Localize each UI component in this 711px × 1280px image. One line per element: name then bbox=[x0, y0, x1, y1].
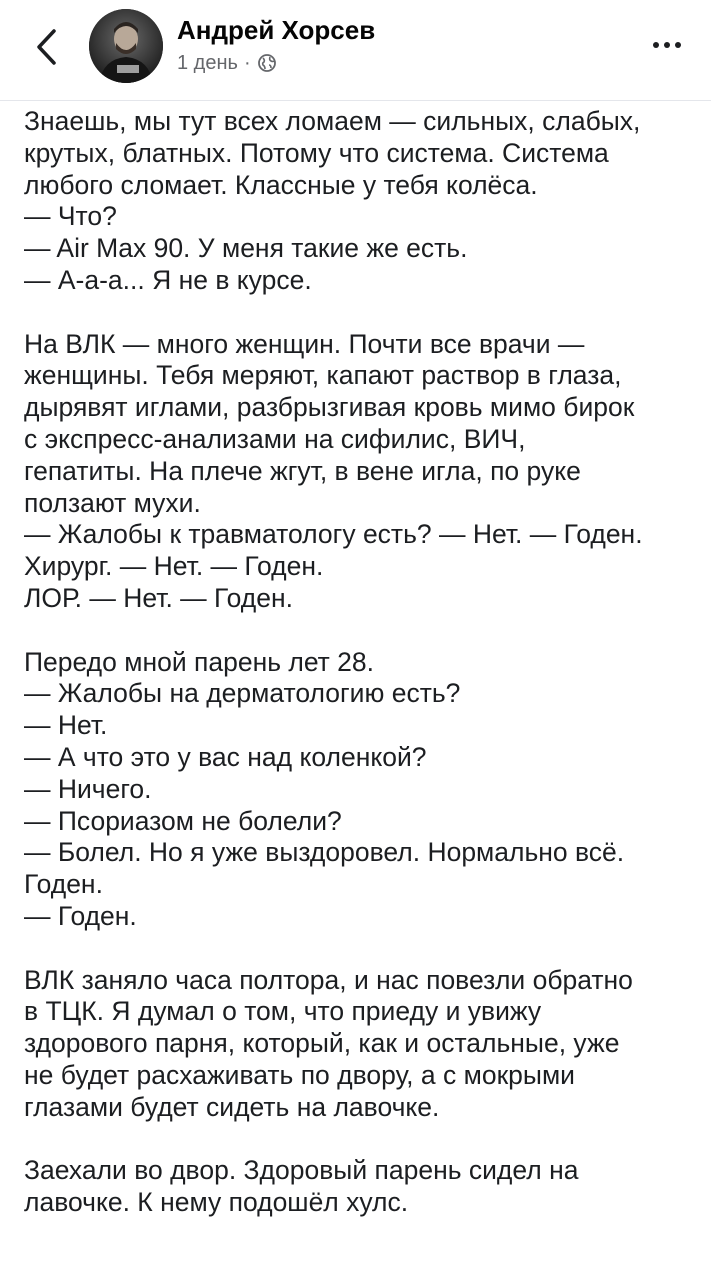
post-text-line: — Ничего. bbox=[24, 773, 152, 804]
post-text-line: с экспресс-анализами на сифилис, ВИЧ, bbox=[24, 423, 526, 454]
post-text-line: — Нет. bbox=[24, 710, 108, 741]
post-text-line: ползают мухи. bbox=[24, 487, 201, 518]
post-text-line: — А что это у вас над коленкой? bbox=[24, 741, 427, 772]
post-text-line: здорового парня, который, как и остальные, уже bbox=[24, 1028, 620, 1059]
post-text-line: На ВЛК — много женщин. Почти все врачи — bbox=[24, 328, 585, 359]
post-text-line: Годен. bbox=[24, 869, 103, 900]
post-text-line: крутых, блатных. Потому что система. Система bbox=[24, 137, 609, 168]
post-text-line: — А-а-а... Я не в курсе. bbox=[24, 264, 312, 295]
author-name[interactable]: Андрей Хорсев bbox=[177, 15, 376, 45]
paragraph-gap bbox=[24, 1124, 694, 1156]
post-text-line: гепатиты. На плече жгут, в вене игла, по руке bbox=[24, 455, 581, 486]
post-text-line: Заехали во двор. Здоровый парень сидел на bbox=[24, 1155, 579, 1186]
back-button[interactable] bbox=[26, 22, 66, 72]
chevron-left-icon bbox=[34, 27, 58, 67]
more-dots-icon bbox=[653, 42, 659, 48]
post-text-line: женщины. Тебя меряют, капают раствор в глаза, bbox=[24, 360, 622, 391]
globe-icon bbox=[257, 53, 277, 73]
post-text-line: не будет расхаживать по двору, а с мокрыми bbox=[24, 1059, 575, 1090]
post-text-line: — Air Max 90. У меня такие же есть. bbox=[24, 233, 468, 264]
post-header bbox=[0, 0, 711, 101]
avatar[interactable] bbox=[89, 9, 163, 83]
post-text-line: — Жалобы к травматологу есть? — Нет. — Годен. bbox=[24, 519, 643, 550]
post-text-line: Знаешь, мы тут всех ломаем — сильных, слабых, bbox=[24, 106, 641, 136]
post-body bbox=[24, 106, 694, 1219]
post-text-line: любого сломает. Классные у тебя колёса. bbox=[24, 169, 538, 200]
post-text-line: Хирург. — Нет. — Годен. bbox=[24, 551, 324, 582]
more-dot bbox=[675, 42, 681, 48]
post-text-line: Передо мной парень лет 28. bbox=[24, 646, 375, 677]
post-text-line: в ТЦК. Я думал о том, что приеду и увижу bbox=[24, 996, 542, 1027]
post-text-line: — Псориазом не болели? bbox=[24, 805, 342, 836]
post-text-line: глазами будет сидеть на лавочке. bbox=[24, 1091, 440, 1122]
post-text-line: — Болел. Но я уже выздоровел. Нормально всё. bbox=[24, 837, 625, 868]
post-text-line: ВЛК заняло часа полтора, и нас повезли обратно bbox=[24, 964, 633, 995]
paragraph-gap bbox=[24, 615, 694, 647]
more-options-button[interactable] bbox=[647, 30, 687, 60]
post-text-line: — Что? bbox=[24, 201, 117, 232]
meta-separator: · bbox=[243, 52, 251, 74]
avatar-image bbox=[89, 9, 163, 83]
post-text-line: — Годен. bbox=[24, 900, 137, 931]
more-dot bbox=[664, 42, 670, 48]
post-text-line: дырявят иглами, разбрызгивая кровь мимо бирок bbox=[24, 392, 635, 423]
post-text-line: лавочке. К нему подошёл хулс. bbox=[24, 1187, 409, 1218]
post-meta bbox=[177, 50, 277, 76]
post-time[interactable]: 1 день bbox=[177, 52, 238, 74]
paragraph-gap bbox=[24, 933, 694, 965]
post-text-line: ЛОР. — Нет. — Годен. bbox=[24, 582, 293, 613]
paragraph-gap bbox=[24, 297, 694, 329]
post-text-line: — Жалобы на дерматологию есть? bbox=[24, 678, 461, 709]
